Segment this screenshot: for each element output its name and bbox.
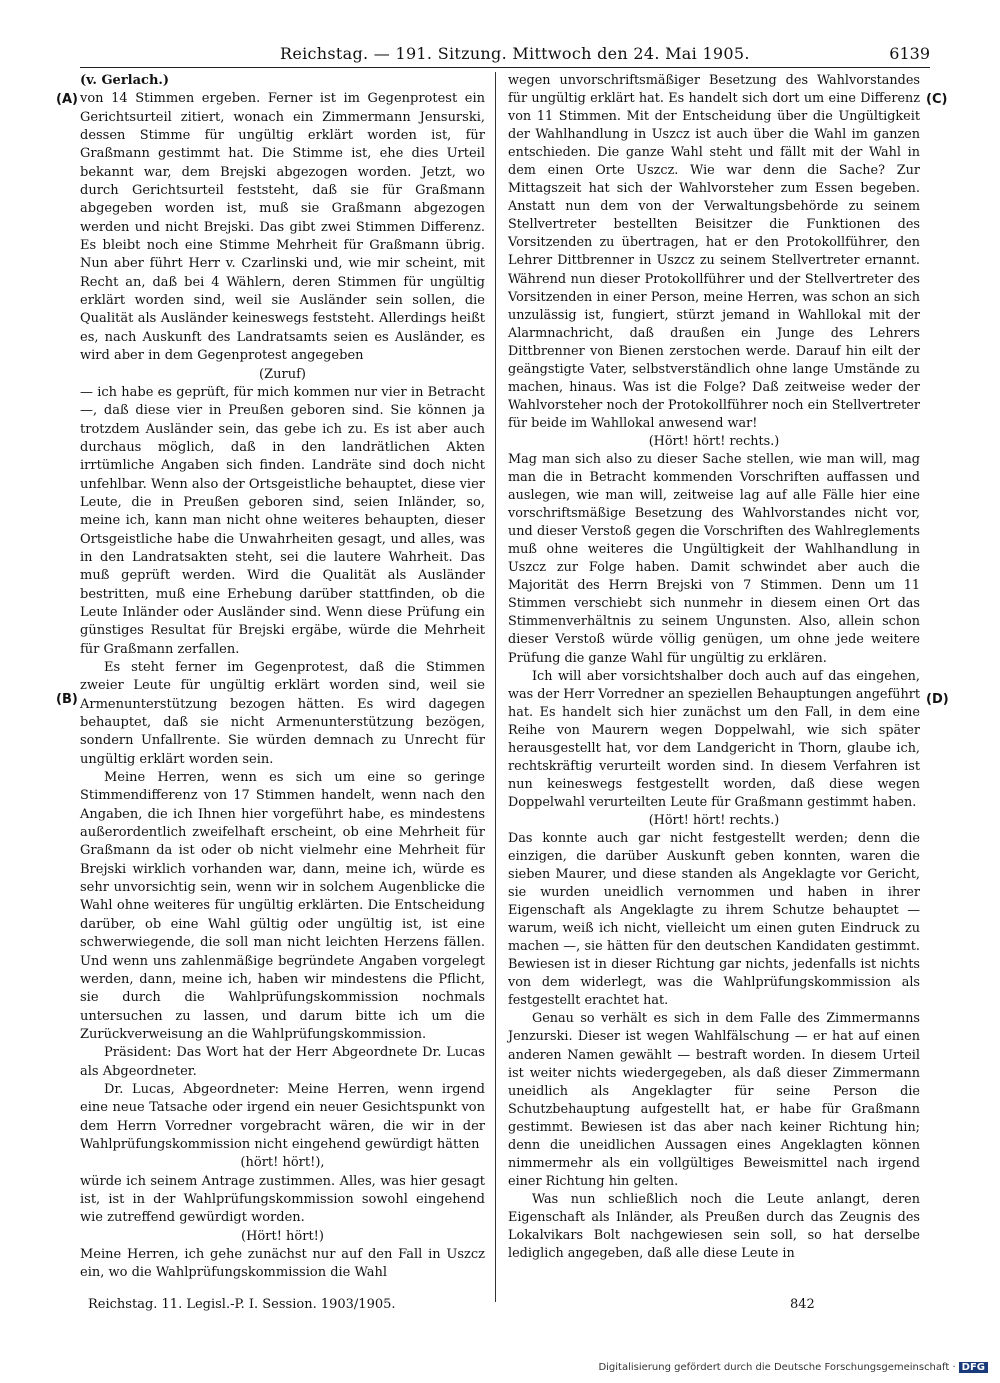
paragraph: Ich will aber vorsichtshalber doch auch auf das eingehen, was der Herr Vorredner an speziellen Behauptungen angeführt hat. Es handelt sich hier zunächst um den Fall, in dem eine Reihe von Maurern wegen Doppelwahl, wie sich später herausgestellt hat, vor dem Landgericht in Thorn, glaube ich, rechtskräftig verurteilt worden sind. In diesem Verfahren ist nun keineswegs festgestellt worden, daß diese wegen Doppelwahl verurteilten Leute für Graßmann gestimmt haben.: [508, 668, 920, 810]
paragraph: von 14 Stimmen ergeben. Ferner ist im Gegenprotest ein Gerichtsurteil zitiert, wonach ein Zimmermann Jensurski, dessen Stimme für ungültig erklärt worden ist, für Graßmann gestimmt hat. Die Stimme ist, ehe dies Urteil bekannt war, dem Brejski abgezogen worden. Jetzt, wo durch Gerichtsurteil feststeht, daß sie für Graßmann abgegeben worden ist, muß sie Graßmann abgezogen werden und nicht Brejski. Das gibt zwei Stimmen Differenz. Es bleibt noch eine Stimme Mehrheit für Graßmann übrig. Nun aber führt Herr v. Czarlinski und, wie mir scheint, mit Recht an, daß bei 4 Wählern, deren Stimmen für ungültig erklärt worden sind, weil sie Ausländer sein sollen, die Qualität als Ausländer keineswegs feststeht. Allerdings heißt es, nach Auskunft des Landratsamts seien es Ausländer, es wird aber in dem Gegenprotest angegeben: [80, 91, 485, 364]
margin-marker-d: (D): [926, 692, 949, 707]
paragraph: (Hört! hört! rechts.): [648, 812, 780, 828]
paragraph: Dr. Lucas, Abgeordneter: Meine Herren, wenn irgend eine neue Tatsache oder irgend ein neuer Gesichtspunkt von dem Herrn Vorredner vorgebracht wären, die wir in der Wahlprüfungskommission nicht eingehend gewürdigt hätten: [80, 1081, 485, 1152]
paragraph: Mag man sich also zu dieser Sache stellen, wie man will, mag man die in Betracht kommenden Vorschriften auffassen und auslegen, wie man will, zeitweise lag auf alle Fälle hier eine vorschriftsmäßige Besetzung des Wahlvorstandes nicht vor, und dieser Verstoß gegen die Vorschriften des Wahlreglements muß ohne weiteres die Ungültigkeit der Wahlhandlung in Uszcz zur Folge haben. Damit schwindet aber auch die Majorität des Herrn Brejski von 7 Stimmen. Denn um 11 Stimmen verschiebt sich nunmehr in diesem einen Ort das Stimmenverhältnis zu seinem Ungunsten. Also, allein schon dieser Verstoß würde völlig genügen, um ohne jede weitere Prüfung die ganze Wahl für ungültig zu erklären.: [508, 451, 920, 666]
column-divider: [495, 72, 496, 1302]
credit-text: Digitalisierung gefördert durch die Deutsche Forschungsgemeinschaft ·: [598, 1362, 956, 1373]
paragraph: — ich habe es geprüft, für mich kommen nur vier in Betracht —, daß diese vier in Preußen geboren sind. Sie können ja trotzdem Ausländer sein, das gebe ich zu. Es ist aber auch durchaus möglich, daß in den landrätlichen Akten irrtümliche Angaben sich finden. Landräte sind doch nicht unfehlbar. Wenn also der Ortsgeistliche behauptet, diese vier Leute, die in Preußen geboren sind, seien Inländer, so, meine ich, kann man nicht ohne weiteres behaupten, dieser Ortsgeistliche habe die Unwahrheiten gesagt, und alles, was in den Landratsakten steht, sei die lautere Wahrheit. Das muß geprüft werden. Wird die Qualität als Ausländer bestritten, muß eine Erhebung darüber stattfinden, ob die Leute Inländer oder Ausländer sind. Wenn diese Prüfung ein günstiges Resultat für Brejski ergäbe, würde die Mehrheit für Graßmann zerfallen.: [80, 384, 485, 657]
paragraph: Was nun schließlich noch die Leute anlangt, deren Eigenschaft als Inländer, als Preußen durch das Zeugnis des Lokalvikars Bolt nachgewiesen sein soll, so hat derselbe lediglich angegeben, daß alle diese Leute in: [508, 1191, 920, 1262]
paragraph: Meine Herren, wenn es sich um eine so geringe Stimmendifferenz von 17 Stimmen handelt, wenn nach den Angaben, die ich Ihnen hier vorgeführt habe, es mindestens außerordentlich zweifelhaft erscheint, ob eine Mehrheit für Graßmann da ist oder ob nicht vielmehr eine Mehrheit für Brejski wirklich vorhanden war, dann, meine ich, würde es sehr unvorsichtig sein, wenn wir in solchem Augenblicke die Wahl ohne weiteres für ungültig erklärten. Die Entscheidung darüber, ob eine Wahl gültig oder ungültig ist, ist eine schwerwiegende, die soll man nicht leichten Herzens fällen. Und wenn uns zahlenmäßige begründete Angaben vorgelegt werden, dann, meine ich, haben wir mindestens die Pflicht, sie durch die Wahlprüfungskommission nochmals untersuchen zu lassen, und darum bitte ich um die Zurückverweisung an die Wahlprüfungskommission.: [80, 770, 485, 1042]
margin-marker-c: (C): [926, 92, 948, 107]
paragraph: (Hört! hört!): [241, 1228, 324, 1244]
paragraph: (v. Gerlach.): [80, 73, 170, 88]
paragraph: (Zuruf): [259, 366, 306, 382]
margin-marker-b: (B): [56, 692, 78, 707]
dfg-logo: DFG: [959, 1362, 988, 1373]
paragraph: (Hört! hört! rechts.): [648, 433, 780, 449]
left-column: [80, 72, 485, 1283]
page-number: 6139: [889, 44, 930, 63]
paragraph: Präsident: Das Wort hat der Herr Abgeordnete Dr. Lucas als Abgeordneter.: [80, 1045, 485, 1079]
header-rule: [80, 67, 930, 68]
digitization-credit: [598, 1362, 988, 1373]
footer-signature: 842: [790, 1297, 815, 1312]
footer-session-info: Reichstag. 11. Legisl.-P. I. Session. 1903/1905.: [88, 1297, 396, 1312]
paragraph: Es steht ferner im Gegenprotest, daß die Stimmen zweier Leute für ungültig erklärt worden sind, weil sie Armenunterstützung bezogen hätten. Es wird dagegen behauptet, daß sie nicht Armenunterstützung bezögen, sondern Unfallrente. Sie würden demnach zu Unrecht für ungültig erklärt worden sein.: [80, 660, 485, 767]
paragraph: würde ich seinem Antrage zustimmen. Alles, was hier gesagt ist, ist in der Wahlprüfungskommission sowohl eingehend wie zutreffend gewürdigt worden.: [80, 1173, 485, 1226]
paragraph: Meine Herren, ich gehe zunächst nur auf den Fall in Uszcz ein, wo die Wahlprüfungskommission die Wahl: [80, 1247, 485, 1281]
paragraph: (hört! hört!),: [240, 1155, 325, 1171]
page-title: Reichstag. — 191. Sitzung. Mittwoch den 24. Mai 1905.: [280, 44, 750, 63]
paragraph: Genau so verhält es sich in dem Falle des Zimmermanns Jenzurski. Dieser ist wegen Wahlfälschung — er hat auf einen anderen Namen gewählt — bestraft worden. In diesem Urteil ist weiter nichts wiedergegeben, als daß dieser Zimmermann uneidlich als Angeklagter für seine Person die Schutzbehauptung aufgestellt hat, er habe für Graßmann gestimmt. Bewiesen ist das aber nach keiner Richtung hin; denn die uneidlichen Aussagen eines Angeklagten können nimmermehr als ein vollgültiges Beweismittel nach irgend einer Richtung hin gelten.: [508, 1011, 920, 1189]
paragraph: Das konnte auch gar nicht festgestellt werden; denn die einzigen, die darüber Auskunft geben konnten, waren die sieben Maurer, und diese standen als Angeklagte vor Gericht, sie wurden uneidlich vernommen und haben in ihrer Eigenschaft als Angeklagte zu ihrem Schutze behauptet — warum, weiß ich nicht, vielleicht um einen guten Eindruck zu machen —, sie hätten für den deutschen Kandidaten gestimmt. Bewiesen ist in dieser Richtung gar nichts, jedenfalls ist nichts von dem widerlegt, was die Wahlprüfungskommission als festgestellt erachtet hat.: [508, 830, 920, 1009]
paragraph: wegen unvorschriftsmäßiger Besetzung des Wahlvorstandes für ungültig erklärt hat. Es handelt sich dort um eine Differenz von 11 Stimmen. Mit der Entscheidung über die Ungültigkeit der Wahlhandlung in Uszcz ist auch über die Wahl im ganzen entschieden. Die ganze Wahl steht und fällt mit der Wahl in dem einen Orte Uszcz. Wie war denn die Sache? Zur Mittagszeit hat sich der Wahlvorsteher zum Essen begeben. Anstatt nun dem von der Verwaltungsbehörde zu seinem Stellvertreter bestellten Beisitzer die Funktionen des Vorsitzenden zu übertragen, hat er den Protokollführer, den Lehrer Dittbrenner in Uszcz zu seinem Stellvertreter ernannt. Während nun dieser Protokollführer und der Stellvertreter des Vorsitzenden in einer Person, meine Herren, was schon an sich unzulässig ist, fungiert, stürzt jemand in Wahllokal mit der Alarmnachricht, daß draußen ein Junge des Lehrers Dittbrenner von Bienen zerstochen werde. Darauf hin eilt der geängstigte Vater, selbstverständlich ohne lange Umstände zu machen, hinaus. Was ist die Folge? Daß zeitweise weder der Wahlvorsteher noch der Protokollführer noch ein Stellvertreter für beide im Wahllokal anwesend war!: [508, 73, 920, 431]
margin-marker-a: (A): [56, 92, 78, 107]
page-header: [80, 44, 930, 66]
right-column: [508, 72, 920, 1263]
